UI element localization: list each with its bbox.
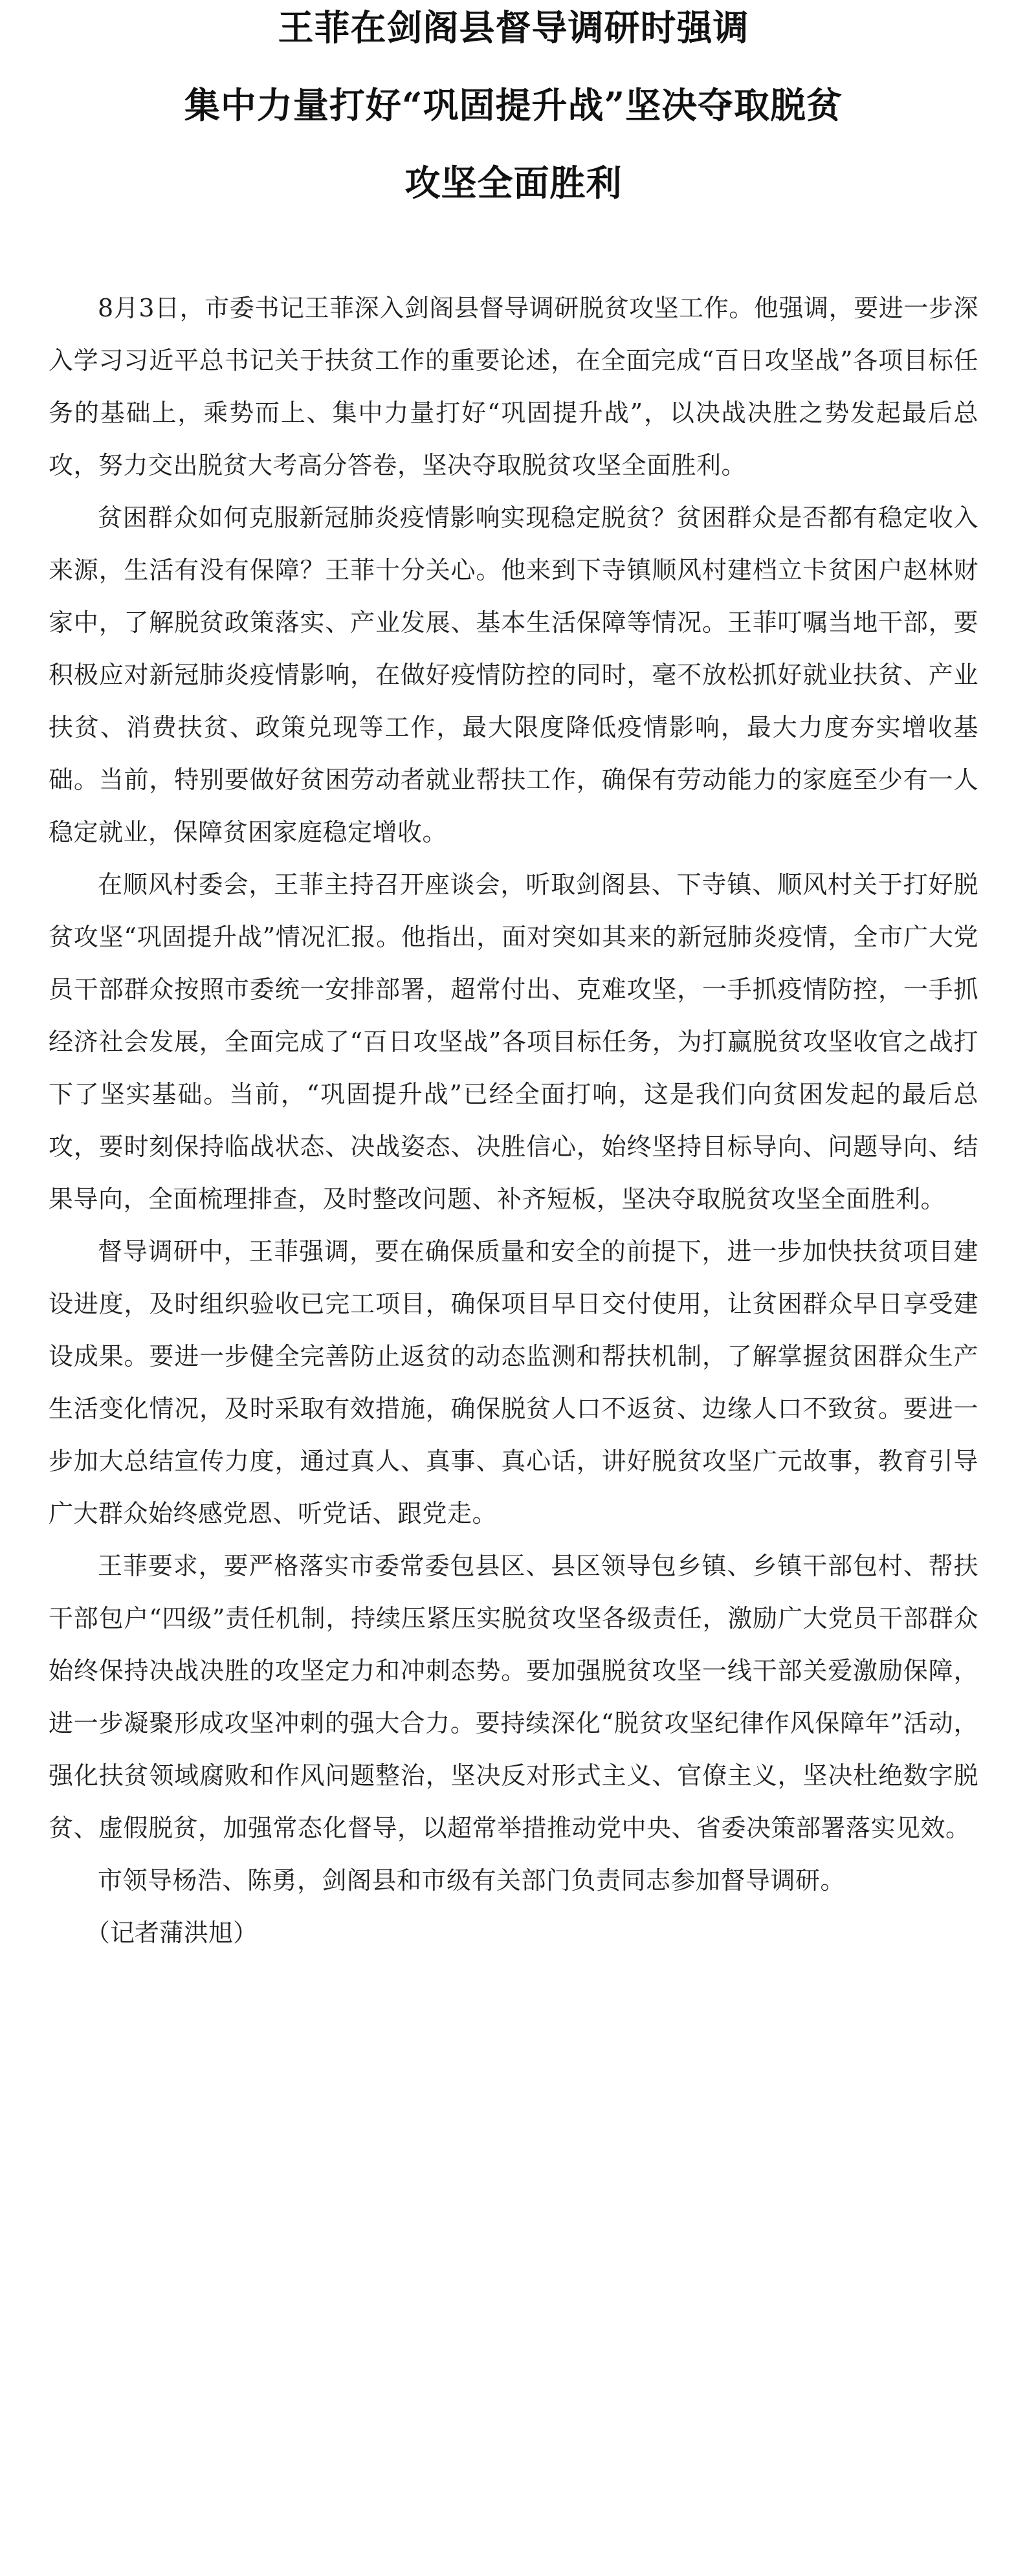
headline-line-1: 王菲在剑阁县督导调研时强调 bbox=[278, 6, 749, 49]
article-paragraph: 市领导杨浩、陈勇，剑阁县和市级有关部门负责同志参加督导调研。 bbox=[98, 1866, 846, 1895]
article-paragraph: 8月3日，市委书记王菲深入剑阁县督导调研脱贫攻坚工作。他强调，要进一步深入学习习近平总书记关于扶贫工作的重要论述，在全面完成“百日攻坚战”各项目标任务的基础上，乘势而上、集中力量打好“巩固提升战”，以决战决胜之势发起最后总攻，努力交出脱贫大考高分答卷，坚决夺取脱贫攻坚全面胜利。 bbox=[49, 294, 978, 479]
article-paragraph: 督导调研中，王菲强调，要在确保质量和安全的前提下，进一步加快扶贫项目建设进度，及时组织验收已完工项目，确保项目早日交付使用，让贫困群众早日享受建设成果。要进一步健全完善防止返贫的动态监测和帮扶机制，了解掌握贫困群众生产生活变化情况，及时采取有效措施，确保脱贫人口不返贫、边缘人口不致贫。要进一步加大总结宣传力度，通过真人、真事、真心话，讲好脱贫攻坚广元故事，教育引导广大群众始终感党恩、听党话、跟党走。 bbox=[49, 1237, 978, 1528]
headline-line-3: 攻坚全面胜利 bbox=[404, 162, 623, 204]
article-paragraph: 在顺风村委会，王菲主持召开座谈会，听取剑阁县、下寺镇、顺风村关于打好脱贫攻坚“巩固提升战”情况汇报。他指出，面对突如其来的新冠肺炎疫情，全市广大党员干部群众按照市委统一安排部署，超常付出、克难攻坚，一手抓疫情防控，一手抓经济社会发展，全面完成了“百日攻坚战”各项目标任务，为打赢脱贫攻坚收官之战打下了坚实基础。当前，“巩固提升战”已经全面打响，这是我们向贫困发起的最后总攻，要时刻保持临战状态、决战姿态、决胜信心，始终坚持目标导向、问题导向、结果导向，全面梳理排查，及时整改问题、补齐短板，坚决夺取脱贫攻坚全面胜利。 bbox=[49, 870, 978, 1213]
article-body bbox=[49, 282, 978, 1959]
reporter-byline: （记者蒲洪旭） bbox=[85, 1919, 258, 1947]
headline-line-2: 集中力量打好“巩固提升战”坚决夺取脱贫 bbox=[184, 84, 843, 126]
article-paragraph: 王菲要求，要严格落实市委常委包县区、县区领导包乡镇、乡镇干部包村、帮扶干部包户“四级”责任机制，持续压紧压实脱贫攻坚各级责任，激励广大党员干部群众始终保持决战决胜的攻坚定力和冲刺态势。要加强脱贫攻坚一线干部关爱激励保障，进一步凝聚形成攻坚冲刺的强大合力。要持续深化“脱贫攻坚纪律作风保障年”活动，强化扶贫领域腐败和作风问题整治，坚决反对形式主义、官僚主义，坚决杜绝数字脱贫、虚假脱贫，加强常态化督导，以超常举措推动党中央、省委决策部署落实见效。 bbox=[49, 1552, 978, 1842]
article-paragraph: 贫困群众如何克服新冠肺炎疫情影响实现稳定脱贫？贫困群众是否都有稳定收入来源，生活有没有保障？王菲十分关心。他来到下寺镇顺风村建档立卡贫困户赵林财家中，了解脱贫政策落实、产业发展、基本生活保障等情况。王菲叮嘱当地干部，要积极应对新冠肺炎疫情影响，在做好疫情防控的同时，毫不放松抓好就业扶贫、产业扶贫、消费扶贫、政策兑现等工作，最大限度降低疫情影响，最大力度夯实增收基础。当前，特别要做好贫困劳动者就业帮扶工作，确保有劳动能力的家庭至少有一人稳定就业，保障贫困家庭稳定增收。 bbox=[49, 503, 978, 846]
headline bbox=[49, 0, 978, 203]
